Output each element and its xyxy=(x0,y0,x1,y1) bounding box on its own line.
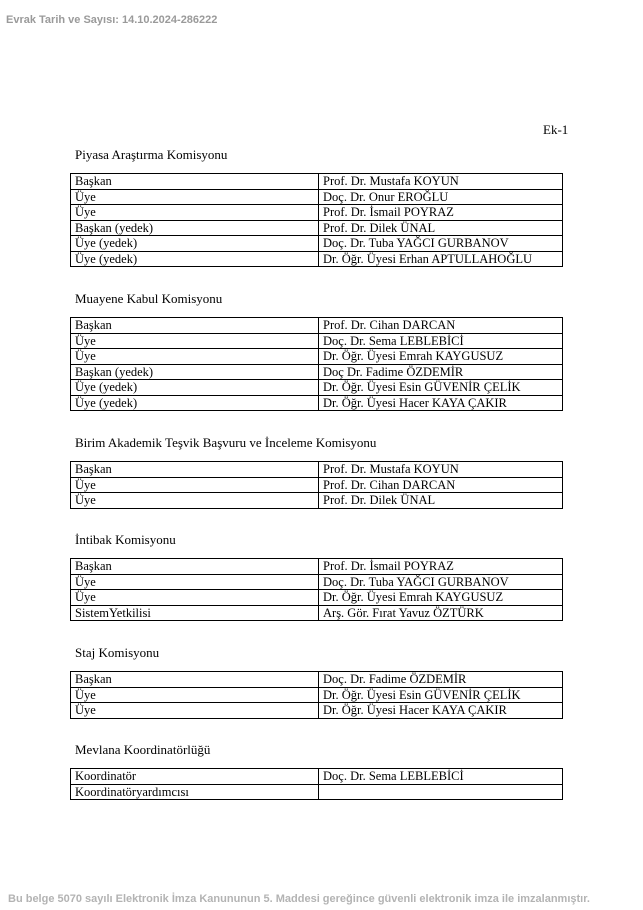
table-row xyxy=(71,462,563,478)
member-name-cell: Prof. Dr. İsmail POYRAZ xyxy=(319,559,563,575)
role-cell: Üye xyxy=(71,349,319,365)
table-row xyxy=(71,477,563,493)
table-row xyxy=(71,493,563,509)
member-name-cell: Prof. Dr. Cihan DARCAN xyxy=(319,477,563,493)
table-row xyxy=(71,590,563,606)
role-cell: Üye xyxy=(71,590,319,606)
member-name-cell: Dr. Öğr. Üyesi Hacer KAYA ÇAKIR xyxy=(319,395,563,411)
committee-section xyxy=(70,435,563,509)
table-row xyxy=(71,380,563,396)
member-name-cell: Doç. Dr. Sema LEBLEBİCİ xyxy=(319,769,563,785)
table-row xyxy=(71,672,563,688)
table-row xyxy=(71,559,563,575)
committee-title: Mevlana Koordinatörlüğü xyxy=(75,742,211,757)
role-cell: Üye xyxy=(71,687,319,703)
table-row xyxy=(71,205,563,221)
committee-title: Muayene Kabul Komisyonu xyxy=(75,291,223,306)
committee-section xyxy=(70,742,563,800)
member-name-cell: Dr. Öğr. Üyesi Emrah KAYGUSUZ xyxy=(319,590,563,606)
document-date-number-stamp: Evrak Tarih ve Sayısı: 14.10.2024-286222 xyxy=(6,14,218,26)
table-row xyxy=(71,395,563,411)
committee-title: İntibak Komisyonu xyxy=(75,532,176,547)
table-row xyxy=(71,687,563,703)
table-row xyxy=(71,364,563,380)
member-name-cell: Prof. Dr. Mustafa KOYUN xyxy=(319,462,563,478)
role-cell: Üye xyxy=(71,493,319,509)
role-cell: Üye xyxy=(71,189,319,205)
role-cell: Üye xyxy=(71,205,319,221)
role-cell: Başkan (yedek) xyxy=(71,220,319,236)
committee-table xyxy=(70,173,563,267)
table-row xyxy=(71,236,563,252)
committee-table xyxy=(70,558,563,621)
e-signature-notice: Bu belge 5070 sayılı Elektronik İmza Kanununun 5. Maddesi gereğince güvenli elektronik imza ile imzalanmıştır. xyxy=(8,893,590,905)
role-cell: Başkan xyxy=(71,174,319,190)
member-name-cell: Prof. Dr. Cihan DARCAN xyxy=(319,318,563,334)
member-name-cell: Prof. Dr. Mustafa KOYUN xyxy=(319,174,563,190)
member-name-cell: Prof. Dr. Dilek ÜNAL xyxy=(319,220,563,236)
committee-section xyxy=(70,291,563,411)
member-name-cell: Doç. Dr. Tuba YAĞCI GURBANOV xyxy=(319,574,563,590)
member-name-cell xyxy=(319,784,563,800)
table-row xyxy=(71,784,563,800)
member-name-cell: Doç. Dr. Onur EROĞLU xyxy=(319,189,563,205)
role-cell: Üye xyxy=(71,333,319,349)
committee-section xyxy=(70,645,563,719)
committee-table xyxy=(70,461,563,509)
table-row xyxy=(71,318,563,334)
role-cell: Başkan (yedek) xyxy=(71,364,319,380)
table-row xyxy=(71,251,563,267)
table-row xyxy=(71,574,563,590)
role-cell: Üye (yedek) xyxy=(71,251,319,267)
role-cell: SistemYetkilisi xyxy=(71,605,319,621)
table-row xyxy=(71,174,563,190)
table-row xyxy=(71,605,563,621)
committee-title: Staj Komisyonu xyxy=(75,645,160,660)
table-row xyxy=(71,333,563,349)
table-row xyxy=(71,769,563,785)
role-cell: Üye (yedek) xyxy=(71,236,319,252)
committee-table xyxy=(70,317,563,411)
committee-title: Birim Akademik Teşvik Başvuru ve İnceleme Komisyonu xyxy=(75,435,377,450)
member-name-cell: Doç Dr. Fadime ÖZDEMİR xyxy=(319,364,563,380)
role-cell: Üye xyxy=(71,703,319,719)
member-name-cell: Prof. Dr. Dilek ÜNAL xyxy=(319,493,563,509)
table-row xyxy=(71,703,563,719)
role-cell: Başkan xyxy=(71,672,319,688)
committee-title: Piyasa Araştırma Komisyonu xyxy=(75,147,228,162)
role-cell: Üye xyxy=(71,574,319,590)
role-cell: Üye (yedek) xyxy=(71,395,319,411)
table-row xyxy=(71,189,563,205)
member-name-cell: Prof. Dr. İsmail POYRAZ xyxy=(319,205,563,221)
role-cell: Başkan xyxy=(71,462,319,478)
role-cell: Başkan xyxy=(71,318,319,334)
committee-section xyxy=(70,532,563,621)
member-name-cell: Dr. Öğr. Üyesi Erhan APTULLAHOĞLU xyxy=(319,251,563,267)
role-cell: Koordinatör xyxy=(71,769,319,785)
table-row xyxy=(71,349,563,365)
table-row xyxy=(71,220,563,236)
member-name-cell: Doç. Dr. Sema LEBLEBİCİ xyxy=(319,333,563,349)
member-name-cell: Doç. Dr. Tuba YAĞCI GURBANOV xyxy=(319,236,563,252)
committee-table xyxy=(70,671,563,719)
role-cell: Koordinatöryardımcısı xyxy=(71,784,319,800)
committee-section xyxy=(70,147,563,267)
role-cell: Üye (yedek) xyxy=(71,380,319,396)
member-name-cell: Dr. Öğr. Üyesi Hacer KAYA ÇAKIR xyxy=(319,703,563,719)
member-name-cell: Dr. Öğr. Üyesi Esin GÜVENİR ÇELİK xyxy=(319,380,563,396)
member-name-cell: Dr. Öğr. Üyesi Emrah KAYGUSUZ xyxy=(319,349,563,365)
member-name-cell: Doç. Dr. Fadime ÖZDEMİR xyxy=(319,672,563,688)
annex-label: Ek-1 xyxy=(543,122,569,137)
member-name-cell: Arş. Gör. Fırat Yavuz ÖZTÜRK xyxy=(319,605,563,621)
member-name-cell: Dr. Öğr. Üyesi Esin GÜVENİR ÇELİK xyxy=(319,687,563,703)
role-cell: Üye xyxy=(71,477,319,493)
committee-table xyxy=(70,768,563,800)
role-cell: Başkan xyxy=(71,559,319,575)
